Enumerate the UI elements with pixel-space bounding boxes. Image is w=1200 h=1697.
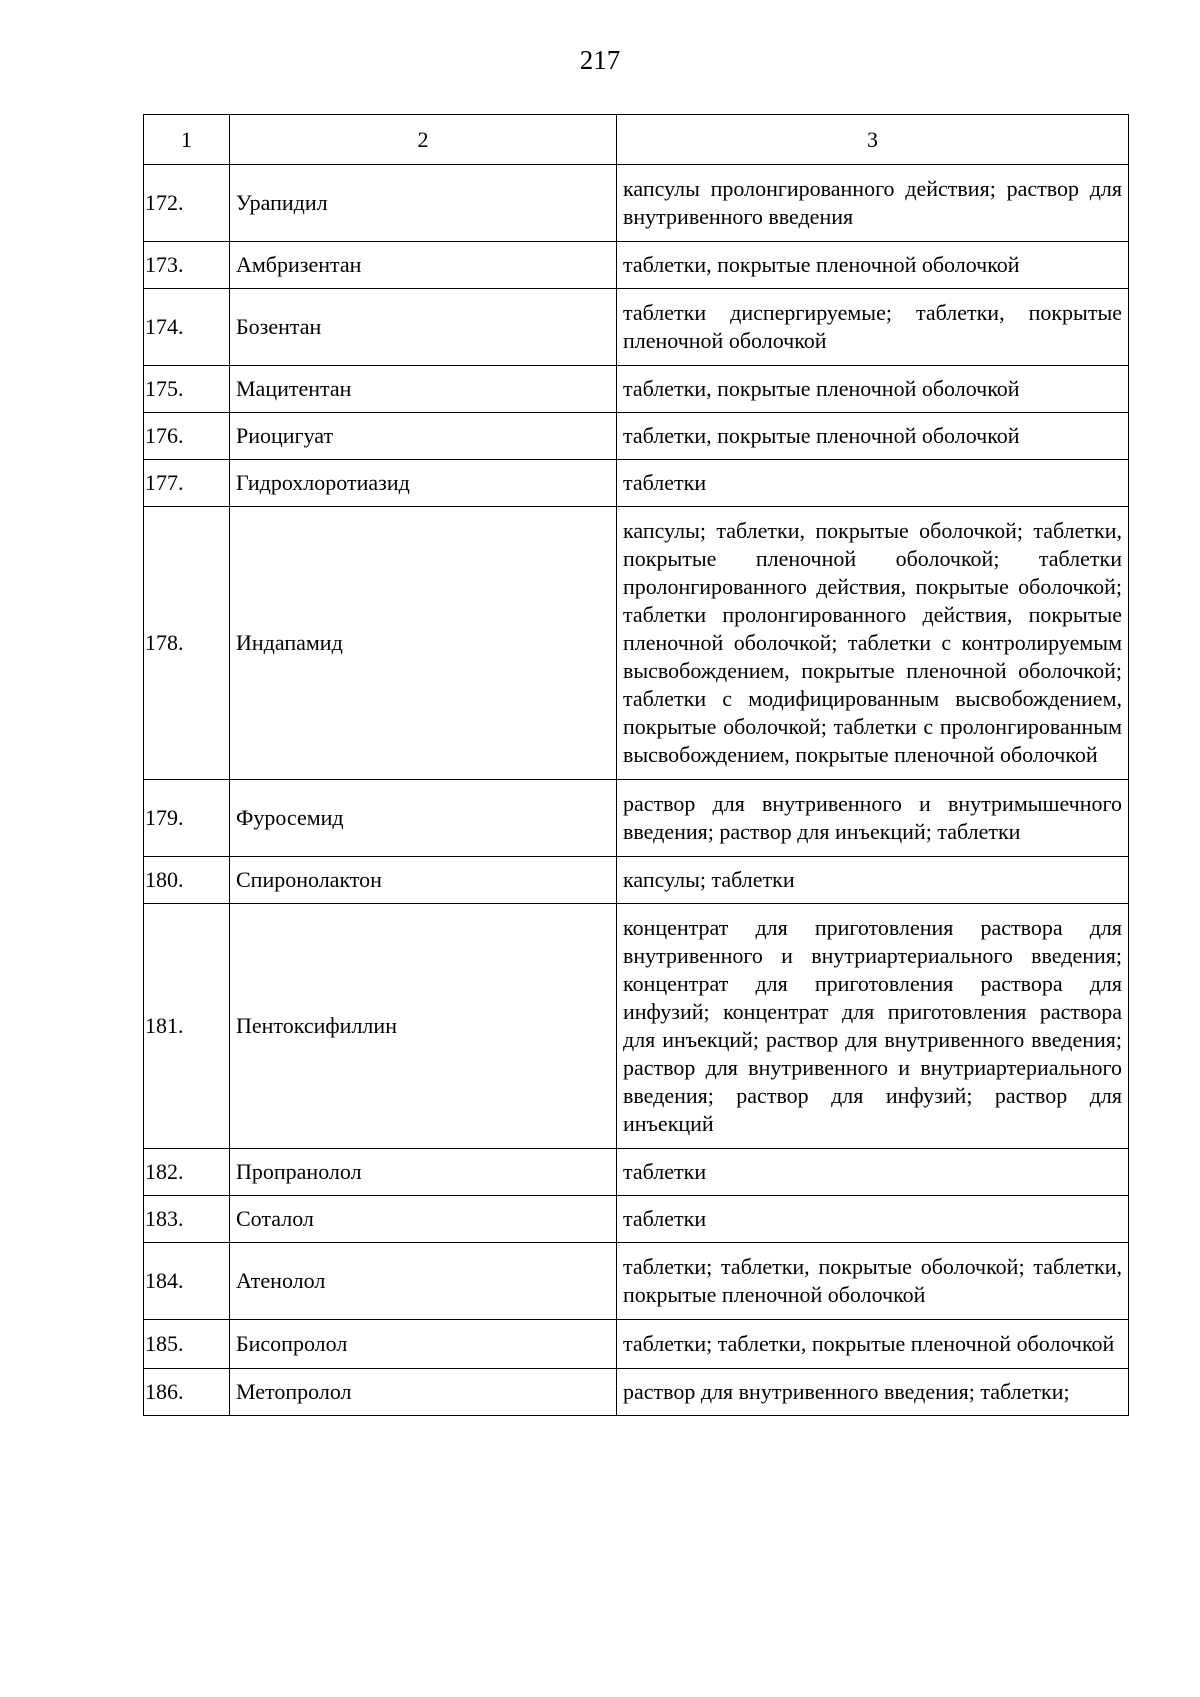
table-row: [144, 1149, 1129, 1196]
table-row: [144, 507, 1129, 780]
page-number: 217: [579, 45, 621, 75]
table-row: [144, 413, 1129, 460]
row-number: 180.: [144, 857, 230, 904]
table-row: [144, 460, 1129, 507]
dosage-forms: капсулы; таблетки: [617, 857, 1129, 904]
dosage-forms: таблетки, покрытые пленочной оболочкой: [617, 366, 1129, 413]
row-number: 179.: [144, 780, 230, 857]
drug-table: [143, 114, 1129, 1416]
drug-name: Пропранолол: [230, 1149, 617, 1196]
dosage-forms: таблетки; таблетки, покрытые пленочной оболочкой: [617, 1320, 1129, 1369]
row-number: 186.: [144, 1369, 230, 1416]
drug-name: Пентоксифиллин: [230, 904, 617, 1149]
row-number: 182.: [144, 1149, 230, 1196]
table-row: [144, 242, 1129, 289]
drug-name: Спиронолактон: [230, 857, 617, 904]
dosage-forms: капсулы; таблетки, покрытые оболочкой; таблетки, покрытые пленочной оболочкой; таблетки пролонгированного действия, покрытые оболочкой; таблетки пролонгированного действия, покрытые пленочной оболочкой; таблетки с контролируемым высвобождением, покрытые пленочной оболочкой; таблетки с модифицированным высвобождением, покрытые оболочкой; таблетки с пролонгированным высвобождением, покрытые пленочной оболочкой: [617, 507, 1129, 780]
drug-name: Бозентан: [230, 289, 617, 366]
dosage-forms: раствор для внутривенного и внутримышечного введения; раствор для инъекций; таблетки: [617, 780, 1129, 857]
drug-name: Амбризентан: [230, 242, 617, 289]
dosage-forms: таблетки, покрытые пленочной оболочкой: [617, 413, 1129, 460]
row-number: 178.: [144, 507, 230, 780]
row-number: 177.: [144, 460, 230, 507]
table-row: [144, 1243, 1129, 1320]
row-number: 176.: [144, 413, 230, 460]
table-row: [144, 1369, 1129, 1416]
table-row: [144, 1320, 1129, 1369]
dosage-forms: таблетки: [617, 460, 1129, 507]
table-row: [144, 289, 1129, 366]
header-cell-3: 3: [617, 115, 1129, 165]
header-cell-2: 2: [230, 115, 617, 165]
drug-name: Риоцигуат: [230, 413, 617, 460]
drug-name: Индапамид: [230, 507, 617, 780]
table-row: [144, 165, 1129, 242]
row-number: 173.: [144, 242, 230, 289]
row-number: 172.: [144, 165, 230, 242]
dosage-forms: таблетки: [617, 1196, 1129, 1243]
table-row: [144, 857, 1129, 904]
table-header-row: [144, 115, 1129, 165]
dosage-forms: раствор для внутривенного введения; таблетки;: [617, 1369, 1129, 1416]
drug-name: Соталол: [230, 1196, 617, 1243]
table-row: [144, 366, 1129, 413]
row-number: 174.: [144, 289, 230, 366]
dosage-forms: таблетки: [617, 1149, 1129, 1196]
drug-name: Гидрохлоротиазид: [230, 460, 617, 507]
table-row: [144, 904, 1129, 1149]
drug-name: Атенолол: [230, 1243, 617, 1320]
table-row: [144, 780, 1129, 857]
row-number: 175.: [144, 366, 230, 413]
dosage-forms: таблетки диспергируемые; таблетки, покрытые пленочной оболочкой: [617, 289, 1129, 366]
row-number: 185.: [144, 1320, 230, 1369]
drug-name: Урапидил: [230, 165, 617, 242]
table-row: [144, 1196, 1129, 1243]
row-number: 183.: [144, 1196, 230, 1243]
drug-name: Фуросемид: [230, 780, 617, 857]
drug-name: Мацитентан: [230, 366, 617, 413]
drug-name: Бисопролол: [230, 1320, 617, 1369]
dosage-forms: таблетки, покрытые пленочной оболочкой: [617, 242, 1129, 289]
header-cell-1: 1: [144, 115, 230, 165]
row-number: 181.: [144, 904, 230, 1149]
dosage-forms: таблетки; таблетки, покрытые оболочкой; таблетки, покрытые пленочной оболочкой: [617, 1243, 1129, 1320]
row-number: 184.: [144, 1243, 230, 1320]
drug-name: Метопролол: [230, 1369, 617, 1416]
dosage-forms: концентрат для приготовления раствора для внутривенного и внутриартериального введения; концентрат для приготовления раствора для инфузий; концентрат для приготовления раствора для инъекций; раствор для внутривенного введения; раствор для внутривенного и внутриартериального введения; раствор для инфузий; раствор для инъекций: [617, 904, 1129, 1149]
dosage-forms: капсулы пролонгированного действия; раствор для внутривенного введения: [617, 165, 1129, 242]
